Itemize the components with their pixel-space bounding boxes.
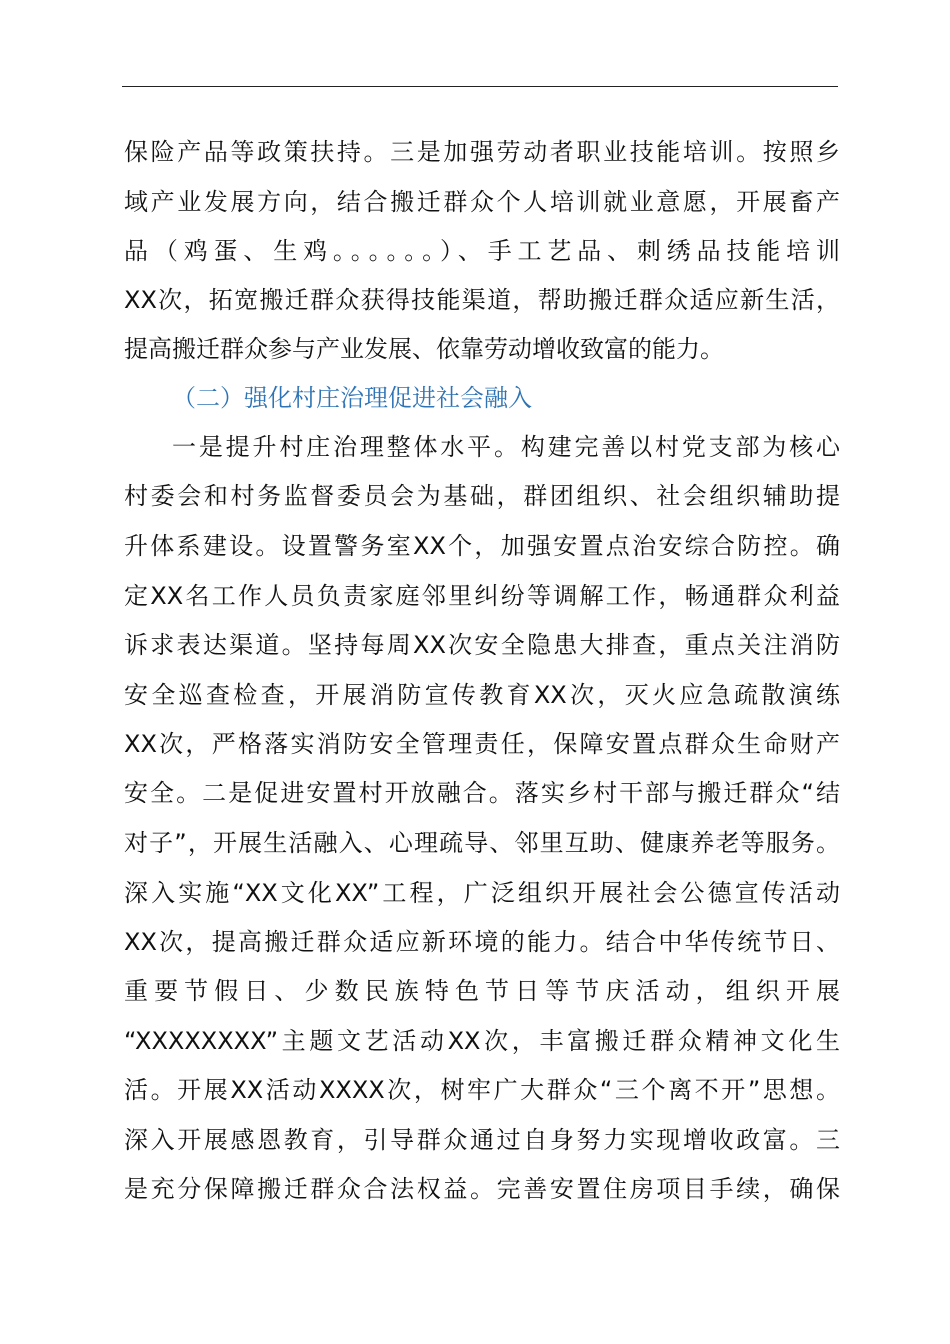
paragraph-1-line-2: 域产业发展方向，结合搬迁群众个人培训就业意愿，开展畜产 <box>124 188 840 216</box>
paragraph-2-line-11: XX次，提高搬迁群众适应新环境的能力。结合中华传统节日、 <box>124 928 840 956</box>
paragraph-2-line-5: 诉求表达渠道。坚持每周XX次安全隐患大排查，重点关注消防 <box>124 631 840 659</box>
section-heading: （二）强化村庄治理促进社会融入 <box>172 384 532 412</box>
paragraph-2-line-2: 村委会和村务监督委员会为基础，群团组织、社会组织辅助提 <box>124 482 840 510</box>
header-rule <box>122 86 838 87</box>
paragraph-1-line-3: 品（鸡蛋、生鸡。。。。。。）、手工艺品、刺绣品技能培训 <box>124 237 840 265</box>
paragraph-1-line-4: XX次，拓宽搬迁群众获得技能渠道，帮助搬迁群众适应新生活， <box>124 286 840 314</box>
paragraph-2-line-7: XX次，严格落实消防安全管理责任，保障安置点群众生命财产 <box>124 730 840 758</box>
paragraph-2-line-13: “XXXXXXXX”主题文艺活动XX次，丰富搬迁群众精神文化生 <box>124 1027 840 1055</box>
paragraph-2-line-10: 深入实施“XX文化XX”工程，广泛组织开展社会公德宣传活动 <box>124 879 840 907</box>
paragraph-1-line-5: 提高搬迁群众参与产业发展、依靠劳动增收致富的能力。 <box>124 335 724 363</box>
paragraph-2-line-1: 一是提升村庄治理整体水平。构建完善以村党支部为核心 <box>172 433 840 461</box>
paragraph-2-line-15: 深入开展感恩教育，引导群众通过自身努力实现增收政富。三 <box>124 1126 840 1154</box>
paragraph-2-line-14: 活。开展XX活动XXXX次，树牢广大群众“三个离不开”思想。 <box>124 1076 840 1104</box>
paragraph-1-line-1: 保险产品等政策扶持。三是加强劳动者职业技能培训。按照乡 <box>124 138 840 166</box>
paragraph-2-line-6: 安全巡查检查，开展消防宣传教育XX次，灭火应急疏散演练 <box>124 681 840 709</box>
paragraph-2-line-9: 对子”，开展生活融入、心理疏导、邻里互助、健康养老等服务。 <box>124 829 840 857</box>
paragraph-2-line-12: 重要节假日、少数民族特色节日等节庆活动，组织开展 <box>124 977 840 1005</box>
paragraph-2-line-3: 升体系建设。设置警务室XX个，加强安置点治安综合防控。确 <box>124 532 840 560</box>
paragraph-2-line-16: 是充分保障搬迁群众合法权益。完善安置住房项目手续，确保 <box>124 1175 840 1203</box>
paragraph-2-line-8: 安全。二是促进安置村开放融合。落实乡村干部与搬迁群众“结 <box>124 779 840 807</box>
paragraph-2-line-4: 定XX名工作人员负责家庭邻里纠纷等调解工作，畅通群众利益 <box>124 582 840 610</box>
